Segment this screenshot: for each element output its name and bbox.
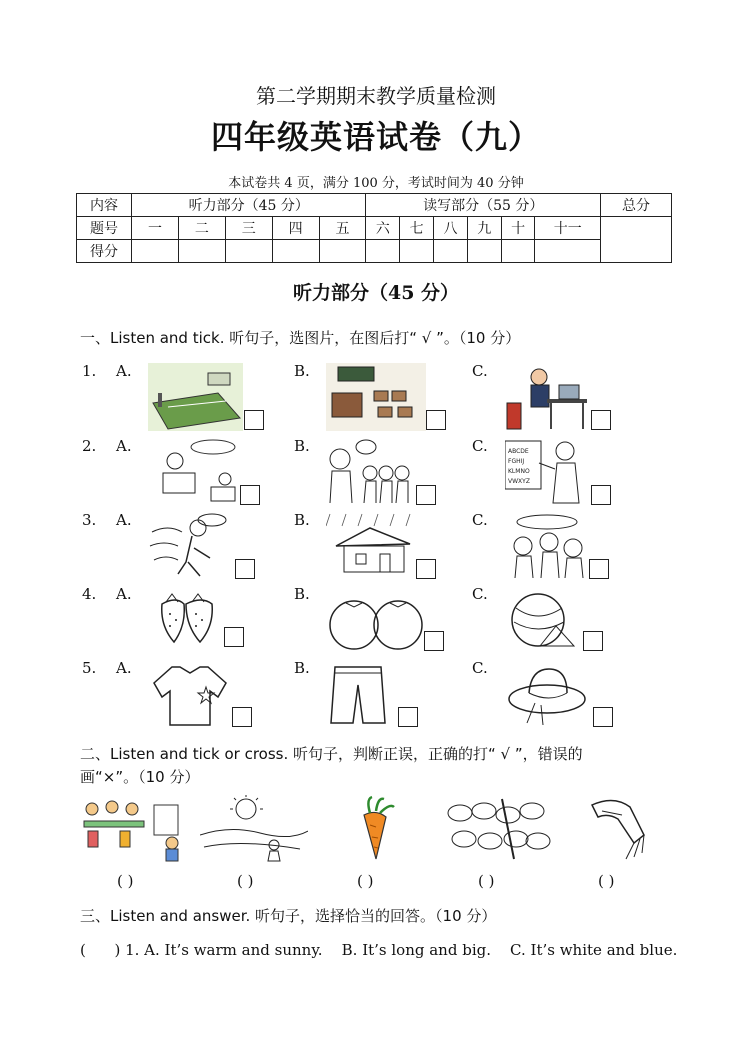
option-label-b: B. [294,437,310,455]
table-cell [132,240,179,263]
tick-box[interactable] [591,485,611,505]
table-cell: 四 [272,217,319,240]
table-cell [319,240,366,263]
section-title: 听力部分（45 分） [292,282,460,304]
children-group-picture [326,437,416,505]
table-cell: 得分 [77,240,132,263]
watermelon-picture [506,590,578,652]
table-cell [467,240,501,263]
exam-info: 本试卷共 4 页，满分 100 分，考试时间为 40 分钟 [228,176,524,191]
teacher-pointing-chart-picture [505,437,590,505]
option-label-a: A. [116,362,132,380]
tick-box[interactable] [593,707,613,727]
svg-text:ABCDE: ABCDE [508,448,529,455]
option-label-a: A. [116,585,132,603]
option-label-c: C. [472,511,488,529]
table-cell: 十 [501,217,535,240]
score-table [76,193,672,263]
table-row [77,194,672,217]
strawberries-picture [156,592,222,648]
svg-text:VWXYZ: VWXYZ [508,478,530,485]
sunny-beach-picture [200,795,308,863]
sun-hat-picture [505,663,587,727]
tick-box[interactable] [589,559,609,579]
answer-paren[interactable]: ( ) [237,872,254,890]
option-label-c: C. [472,437,488,455]
question-number: 3. [82,511,97,529]
tick-box[interactable] [426,410,446,430]
option-label-a: A. [116,659,132,677]
office-worker-picture [505,363,590,431]
rainy-house-picture [326,512,416,580]
question-number: 4. [82,585,97,603]
tick-box[interactable] [583,631,603,651]
table-cell: 六 [366,217,400,240]
tick-box[interactable] [240,485,260,505]
sheep-flock-picture [442,795,552,863]
table-cell [366,240,400,263]
table-cell [501,240,535,263]
table-cell: 十一 [535,217,601,240]
table-cell [400,240,434,263]
tick-box[interactable] [416,485,436,505]
tick-box[interactable] [591,410,611,430]
tick-box[interactable] [232,707,252,727]
table-cell [434,240,468,263]
answer-paren[interactable]: ( ) [478,872,495,890]
shorts-picture [327,663,389,727]
tomatoes-picture [328,597,424,651]
table-cell: 三 [225,217,272,240]
table-cell [601,217,672,263]
part2-heading-line2: 画“×”。（10 分） [80,768,200,786]
children-painting-picture [80,795,188,863]
playground-picture [148,363,243,431]
option-label-b: B. [294,511,310,529]
windy-day-picture [148,512,233,580]
carrot-picture [350,795,400,863]
tick-box[interactable] [244,410,264,430]
answer-paren[interactable]: ( ) [357,872,374,890]
question-1: ( ) 1. A. It’s warm and sunny. B. It’s long and big. C. It’s white and blue. [80,941,678,959]
question-number: 1. [82,362,97,380]
option-label-c: C. [472,362,488,380]
teacher-student-picture [153,437,238,505]
part1-heading: 一、Listen and tick. 听句子，选图片，在图后打“ √ ”。（10 分） [80,329,521,347]
table-cell [272,240,319,263]
table-cell [535,240,601,263]
option-label-b: B. [294,659,310,677]
option-label-c: C. [472,585,488,603]
table-row [77,217,672,240]
option-label-b: B. [294,362,310,380]
answer-paren[interactable]: ( ) [117,872,134,890]
part3-heading: 三、Listen and answer. 听句子，选择恰当的回答。（10 分） [80,907,497,925]
part2-heading-line1: 二、Listen and tick or cross. 听句子，判断正误，正确的打“ √ ”，错误的 [80,745,583,763]
table-row [77,240,672,263]
tick-box[interactable] [224,627,244,647]
svg-text:FGHIJ: FGHIJ [508,458,525,465]
table-cell: 八 [434,217,468,240]
tick-box[interactable] [398,707,418,727]
option-label-a: A. [116,511,132,529]
tick-box[interactable] [424,631,444,651]
table-cell [178,240,225,263]
question-number: 2. [82,437,97,455]
table-cell: 题号 [77,217,132,240]
answer-paren[interactable]: ( ) [598,872,615,890]
table-cell: 七 [400,217,434,240]
svg-text:KLMNO: KLMNO [508,468,530,475]
classroom-picture [326,363,426,431]
table-cell [225,240,272,263]
table-cell: 听力部分（45 分） [132,194,366,217]
exam-title: 四年级英语试卷（九） [210,118,541,156]
option-label-b: B. [294,585,310,603]
question-number: 5. [82,659,97,677]
exam-subtitle: 第二学期期末教学质量检测 [256,84,496,108]
sweater-picture [150,663,230,727]
table-cell: 一 [132,217,179,240]
table-cell: 内容 [77,194,132,217]
scarf-picture [578,795,656,863]
table-cell: 总分 [601,194,672,217]
snow-children-picture [505,512,590,580]
table-cell: 二 [178,217,225,240]
table-cell: 五 [319,217,366,240]
tick-box[interactable] [235,559,255,579]
option-label-a: A. [116,437,132,455]
table-cell: 九 [467,217,501,240]
tick-box[interactable] [416,559,436,579]
table-cell: 读写部分（55 分） [366,194,601,217]
option-label-c: C. [472,659,488,677]
